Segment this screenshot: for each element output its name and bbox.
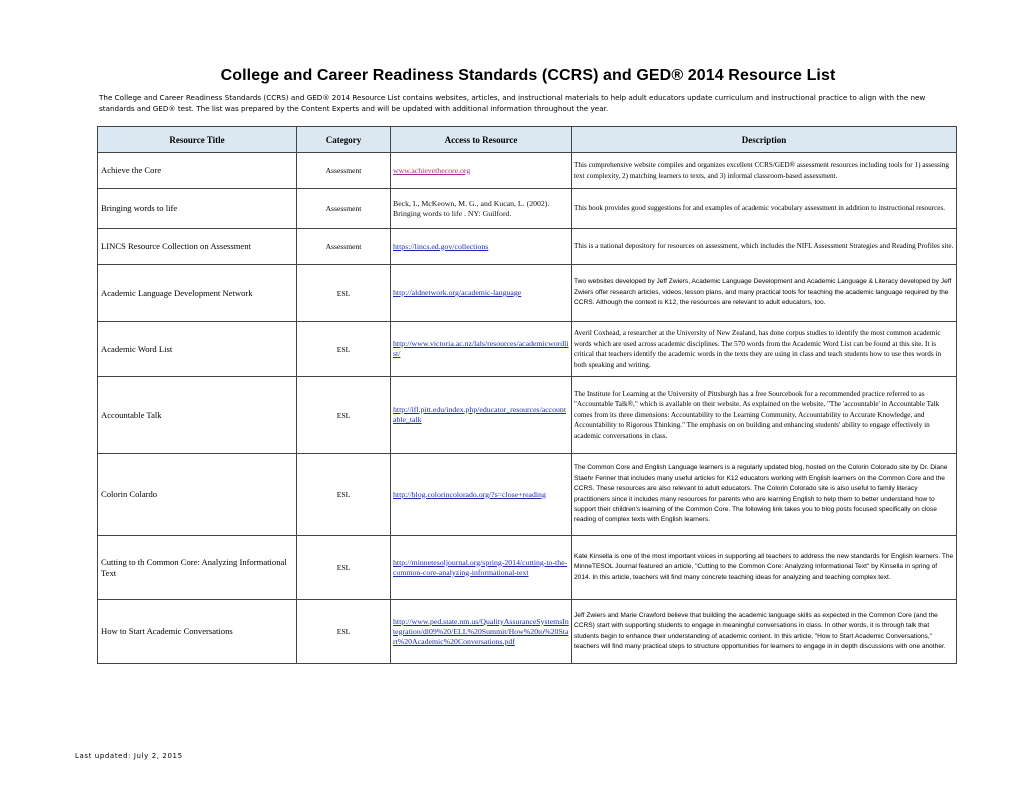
resource-link[interactable]: https://lincs.ed.gov/collections [393,241,489,251]
resource-link[interactable]: http://minnetesoljournal.org/spring-2014/cutting-to-the-common-core-analyzing-informational-text [393,557,568,577]
resource-description: Kate Kinsella is one of the most important voices in supporting all teachers to address the new standards for English learners. The MinneTESOL Journal featured an article, "Cutting to the Common Core: Analyzing Informational Text" by Kinsella in spring of 2014. In this article, teachers will find many concrete teaching ideas for analyzing and teaching complex text. [572,536,957,600]
resource-title: How to Start Academic Conversations [98,600,297,664]
header-resource-title: Resource Title [98,127,297,153]
table-row [98,600,957,664]
resource-title: Accountable Talk [98,377,297,454]
resource-table [97,126,957,664]
resource-access-cell [391,322,572,377]
resource-description: Jeff Zwiers and Marie Crawford believe that building the academic language skills as expected in the Common Core (and the CCRS) start with supporting students to engage in meaningful conversations in class. In other words, it is through talk that students begin to enhance their understanding of academic content. In this article, "How to Start Academic Conversations," teachers will find many practical steps to structure opportunities for learners to engage in in depth discussions with one another. [572,600,957,664]
resource-access-cell [391,454,572,536]
resource-access-cell [391,229,572,265]
resource-link[interactable]: http://www.ped.state.nm.us/QualityAssuranceSystemsIntegration/dl09%20/ELL%20Summit/How%20to%20Start%20Academic%20Conversations.pdf [393,616,569,646]
resource-description: Averil Coxhead, a researcher at the University of New Zealand, has done corpus studies to identify the most common academic words which are used across academic disciplines. The 570 words from the Academic Word List can be found at this site. It is critical that teachers identify the academic words in the texts they are using in class and teach students how to use thes words in both speaking and writing. [572,322,957,377]
table-row [98,377,957,454]
resource-description: This is a national depository for resources on assessment, which includes the NIFL Assessment Strategies and Reading Profiles site. [572,229,957,265]
header-category: Category [297,127,391,153]
resource-access-cell [391,377,572,454]
table-row [98,265,957,322]
resource-category: Assessment [297,153,391,189]
resource-category: Assessment [297,189,391,229]
resource-category: ESL [297,377,391,454]
table-row [98,454,957,536]
resource-link[interactable]: http://blog.colorincolorado.org/?s=close+reading [393,489,546,499]
resource-category: ESL [297,265,391,322]
resource-link[interactable]: www.achievethecore.org [393,165,471,175]
header-description: Description [572,127,957,153]
resource-title: Academic Word List [98,322,297,377]
resource-title: Academic Language Development Network [98,265,297,322]
table-row [98,153,957,189]
resource-title: Bringing words to life [98,189,297,229]
table-row [98,536,957,600]
last-updated-footer: Last updated: July 2, 2015 [75,752,183,760]
resource-title: LINCS Resource Collection on Assessment [98,229,297,265]
resource-category: Assessment [297,229,391,265]
resource-access-cell [391,536,572,600]
resource-access-cell [391,265,572,322]
resource-access-cell [391,153,572,189]
resource-access-cell [391,600,572,664]
resource-description: Two websites developed by Jeff Zwiers, Academic Language Development and Academic Language & Literacy developed by Jeff Zwiers offer research articles, videos, lesson plans, and many practical tools for teaching the academic language required by the CCRS. Although the context is K12, the resources are relevant to adult educators, too. [572,265,957,322]
resource-access-cell [391,189,572,229]
resource-link[interactable]: http://aldnetwork.org/academic-language [393,288,522,297]
resource-description: The Institute for Learning at the University of Pittsburgh has a free Sourcebook for a recommended practice referred to as "Accountable Talk®," which is available on their website. As explained on the website, "The 'accountable' in Accountable Talk comes from its three dimensions: Accountability to the Learning Community, Accountability to Accurate Knowledge, and Accountability to Rigorous Thinking." The emphasis on on building and enhancing students' ability to engage effectively in academic conversations in class. [572,377,957,454]
table-row [98,189,957,229]
table-row [98,229,957,265]
table-header-row [98,127,957,153]
resource-category: ESL [297,536,391,600]
resource-description: This book provides good suggestions for and examples of academic vocabulary assessment in addition to instructional resources. [572,189,957,229]
resource-category: ESL [297,454,391,536]
resource-description: The Common Core and English Language learners is a regularly updated blog, hosted on the Colorin Colorado site by Dr. Diane Staehr Fenner that includes many useful articles for K12 educators working with English learners on the Common Core and the CCRS. These resources are also relevant to adult educators. The Colorin Colorado site is also useful to family literacy practitioners since it includes many resources for parents who are learning English to help them to better understand how to support their children's learning of the Common Core. The following link takes you to blog posts focused specifically on close reading of complex texts with English learners. [572,454,957,536]
intro-paragraph: The College and Career Readiness Standards (CCRS) and GED® 2014 Resource List contains websites, articles, and instructional materials to help adult educators update curriculum and instructional practice to align with the new standards and GED® test. The list was prepared by the Content Experts and will be updated with additional information throughout the year. [99,93,926,113]
resource-citation: Beck, I., McKeown, M. G., and Kucan, L. (2002). Bringing words to life . NY: Guilford. [393,198,550,218]
resource-title: Achieve the Core [98,153,297,189]
resource-link[interactable]: http://ifl.pitt.edu/index.php/educator_resources/accountable_talk [393,405,566,424]
resource-link[interactable]: http://www.victoria.ac.nz/lals/resources/academicwordlist/ [393,339,569,358]
resource-title: Cutting to th Common Core: Analyzing Informational Text [98,536,297,600]
resource-category: ESL [297,322,391,377]
header-access: Access to Resource [391,127,572,153]
document-title: College and Career Readiness Standards (CCRS) and GED® 2014 Resource List [220,67,836,84]
resource-title: Colorin Colardo [98,454,297,536]
resource-description: This comprehensive website compiles and organizes excellent CCRS/GED® assessment resources including tools for 1) assessing text complexity, 2) matching learners to texts, and 3) informal classroom-based assessment. [572,153,957,189]
table-row [98,322,957,377]
resource-category: ESL [297,600,391,664]
